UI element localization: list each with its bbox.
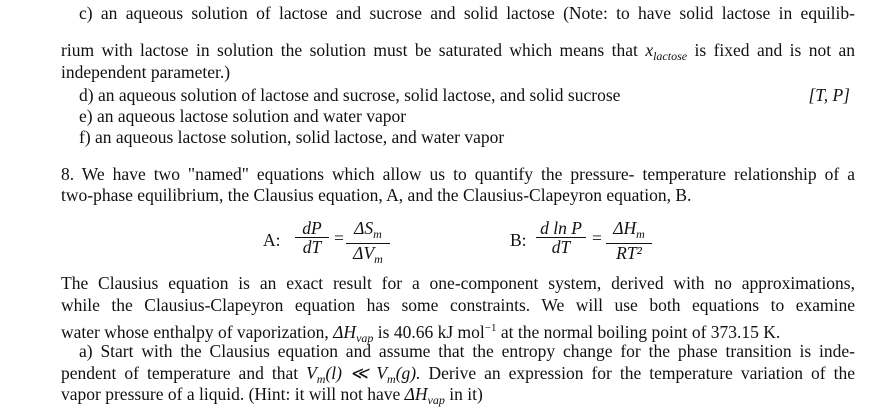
part-c-text-2a: rium with lactose in solution the solution must be saturated which means that xyxy=(61,40,646,60)
equation-a-rhs-num xyxy=(346,219,390,244)
problem-8-text-2: two-phase equilibrium, the Clausius equation, A, and the Clausius-Clapeyron equation, B. xyxy=(61,185,692,205)
delta-h-vap-hint-sub: vap xyxy=(427,393,445,407)
equation-a-equals: = xyxy=(334,228,344,248)
part-c-text-2b: is fixed and is not an xyxy=(687,40,856,60)
vm-gas: V xyxy=(376,363,388,383)
paragraph-text-1: The Clausius equation is an exact result for a one-component system, derived with no approximations, xyxy=(61,273,855,293)
delta-s-sub: m xyxy=(373,227,382,241)
problem-8-line-2 xyxy=(61,185,691,205)
paragraph-text-2: while the Clausius-Clapeyron equation has some constraints. We will use both equations to examine xyxy=(61,295,855,315)
delta-v-sub: m xyxy=(374,252,383,266)
part-a-text-3a: vapor pressure of a liquid. (Hint: it will not have xyxy=(61,384,405,404)
delta-h-sub: m xyxy=(636,227,645,241)
delta-v: ΔV xyxy=(353,243,375,263)
equation-a-rhs xyxy=(346,219,390,268)
equation-b-lhs-den: dT xyxy=(551,237,571,257)
equation-b-rhs-den: RT² xyxy=(616,243,642,263)
part-e-text: e) an aqueous lactose solution and water vapor xyxy=(79,106,407,126)
problem-8-line-1 xyxy=(61,164,855,184)
vm-gas-paren: (g). xyxy=(395,363,421,383)
part-a-text-2a: pendent of temperature and that xyxy=(61,363,307,383)
equation-b-lhs xyxy=(536,219,586,256)
part-a-text-3b: in it) xyxy=(444,384,483,404)
equation-a-lhs-num: dP xyxy=(295,219,329,238)
vm-liquid: V xyxy=(306,363,317,383)
part-c-line-1 xyxy=(79,3,855,23)
equation-b-lhs-num: d ln P xyxy=(536,219,586,238)
part-e-line xyxy=(79,106,406,126)
paragraph-text-3b: is 40.66 kJ mol xyxy=(373,322,485,342)
part-d-tag: [T, P] xyxy=(808,85,850,105)
part-f-line xyxy=(79,127,504,147)
part-a-line-3 xyxy=(61,384,483,410)
delta-s: ΔS xyxy=(354,218,374,238)
vm-liquid-sub: m xyxy=(316,372,326,386)
equation-b-label: B: xyxy=(510,230,527,250)
part-a-text-1: a) Start with the Clausius equation and assume that the entropy change for the phase transition is inde- xyxy=(79,341,855,361)
part-a-line-1 xyxy=(79,341,855,361)
equation-a-rhs-den xyxy=(346,244,390,268)
problem-8-text-1: 8. We have two "named" equations which allow us to quantify the pressure- temperature relationship of a xyxy=(61,164,855,184)
delta-h-vap: ΔH xyxy=(333,322,357,342)
part-d-line xyxy=(79,85,620,105)
part-c-text-1: c) an aqueous solution of lactose and sucrose and solid lactose (Note: to have solid lactose in equilib- xyxy=(79,3,855,23)
equation-b-rhs xyxy=(606,219,652,262)
vm-liquid-paren: (l) ≪ xyxy=(325,363,377,383)
equation-b-rhs-num xyxy=(606,219,652,244)
part-a-text-2b: Derive an expression for the temperature variation of the xyxy=(420,363,855,383)
delta-h-vap-hint: ΔH xyxy=(404,384,428,404)
equation-b-equals: = xyxy=(592,228,602,248)
paragraph-line-2 xyxy=(61,295,855,315)
part-c-text-3: independent parameter.) xyxy=(61,62,231,82)
delta-h-vap-sub: vap xyxy=(356,331,374,345)
paragraph-text-3a: water whose enthalpy of vaporization, xyxy=(61,322,334,342)
equation-a-label: A: xyxy=(263,230,281,250)
vm-gas-sub: m xyxy=(387,372,396,386)
delta-h: ΔH xyxy=(613,218,637,238)
part-c-line-3 xyxy=(61,62,230,82)
paragraph-text-3c: at the normal boiling point of 373.15 K. xyxy=(496,322,781,342)
x-lactose-subscript: lactose xyxy=(653,49,688,63)
mol-exponent: −1 xyxy=(484,322,497,334)
equation-a-lhs xyxy=(295,219,329,256)
equation-a-lhs-den: dT xyxy=(302,237,322,257)
part-d-text: d) an aqueous solution of lactose and sucrose, solid lactose, and solid sucrose xyxy=(79,85,621,105)
x-lactose-symbol: x xyxy=(645,40,654,60)
paragraph-line-1 xyxy=(61,273,855,293)
part-f-text: f) an aqueous lactose solution, solid lactose, and water vapor xyxy=(79,127,505,147)
